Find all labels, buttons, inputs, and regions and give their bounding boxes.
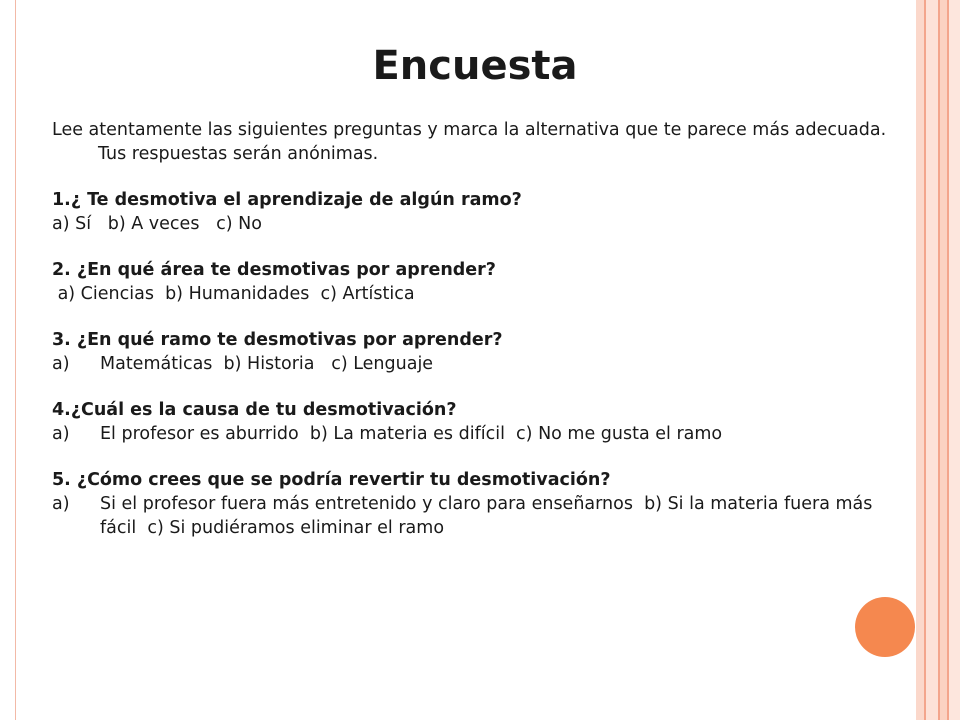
survey-body [52, 118, 887, 540]
right-striped-border [916, 0, 960, 720]
question-3: 3. ¿En qué ramo te desmotivas por aprender? [52, 330, 503, 350]
answers-1: a) Sí b) A veces c) No [52, 214, 262, 234]
question-1: 1.¿ Te desmotiva el aprendizaje de algún ramo? [52, 190, 522, 210]
answers-3-label: a) [52, 354, 70, 374]
orange-circle-decoration [855, 597, 915, 657]
left-border [0, 0, 16, 720]
answers-4 [52, 422, 887, 446]
answers-4-label: a) [52, 424, 70, 444]
answers-2: a) Ciencias b) Humanidades c) Artística [52, 284, 415, 304]
slide-title: Encuesta [372, 43, 578, 89]
question-2: 2. ¿En qué área te desmotivas por aprender? [52, 260, 496, 280]
question-4: 4.¿Cuál es la causa de tu desmotivación? [52, 400, 457, 420]
answers-3 [52, 352, 887, 376]
question-5: 5. ¿Cómo crees que se podría revertir tu desmotivación? [52, 470, 611, 490]
answers-5-text: Si el profesor fuera más entretenido y claro para enseñarnos b) Si la materia fuera más fácil c) Si pudiéramos eliminar el ramo [100, 494, 878, 538]
answers-4-text: El profesor es aburrido b) La materia es difícil c) No me gusta el ramo [100, 424, 723, 444]
answers-5-label: a) [52, 494, 70, 514]
intro-text: Lee atentamente las siguientes preguntas y marca la alternativa que te parece más adecuada. Tus respuestas serán anónimas. [52, 120, 887, 164]
answers-3-text: Matemáticas b) Historia c) Lenguaje [100, 354, 434, 374]
answers-5 [52, 492, 887, 540]
